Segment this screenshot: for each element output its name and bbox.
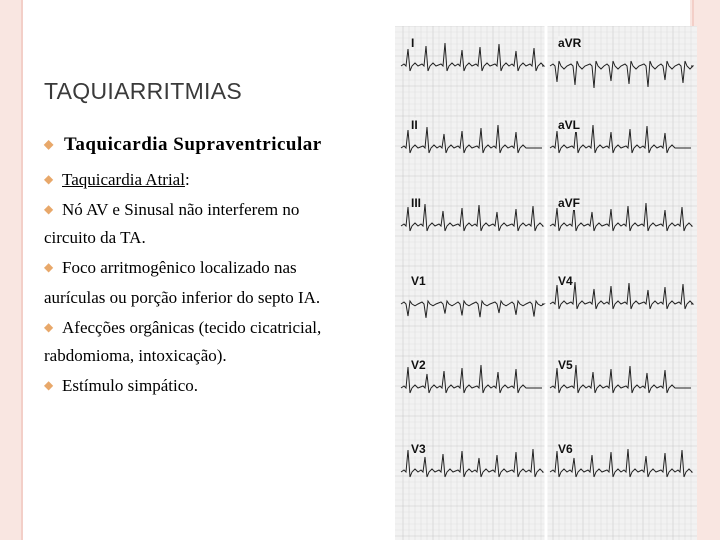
left-decorative-line (21, 0, 23, 540)
bullet-item (44, 376, 198, 396)
bullet-continuation: aurículas ou porção inferior do septo IA. (44, 288, 321, 307)
ecg-lead-label: aVL (558, 118, 581, 132)
left-decorative-band (0, 0, 21, 540)
bullet-text: Foco arritmogênico localizado nas (62, 258, 297, 277)
ecg-trace-avr (550, 61, 693, 88)
ecg-lead-label: I (411, 36, 415, 50)
bullet-text-underlined: Taquicardia Atrial (62, 170, 185, 189)
ecg-lead-label: aVR (558, 36, 582, 50)
ecg-trace-ii (401, 125, 542, 153)
diamond-bullet-icon: ◆ (44, 378, 54, 392)
heading-text: Taquicardia Supraventricular (64, 134, 322, 155)
diamond-bullet-icon: ◆ (44, 320, 54, 334)
bullet-text-suffix: : (184, 170, 190, 189)
ecg-lead-label: II (411, 118, 418, 132)
bullet-continuation: circuito da TA. (44, 228, 146, 247)
ecg-image (395, 26, 697, 540)
ecg-lead-label: V4 (558, 274, 573, 288)
slide-title: TAQUIARRITMIAS (44, 78, 243, 104)
ecg-tracing (395, 26, 697, 540)
ecg-lead-label: aVF (558, 196, 581, 210)
bullet-item (44, 318, 321, 338)
diamond-bullet-icon: ◆ (44, 137, 54, 151)
diamond-bullet-icon: ◆ (44, 172, 54, 186)
ecg-lead-label: III (411, 196, 422, 210)
ecg-trace-iii (401, 204, 543, 231)
ecg-trace-v1 (401, 301, 544, 318)
diamond-bullet-icon: ◆ (44, 260, 54, 274)
ecg-lead-label: V2 (411, 358, 426, 372)
bullet-item (44, 258, 297, 278)
bullet-continuation: rabdomioma, intoxicação). (44, 346, 227, 365)
bullet-text: Estímulo simpático. (62, 376, 198, 395)
ecg-trace-i (401, 43, 544, 71)
ecg-lead-label: V3 (411, 442, 426, 456)
diamond-bullet-icon: ◆ (44, 202, 54, 216)
ecg-lead-label: V5 (558, 358, 573, 372)
heading-bullet (44, 134, 322, 156)
bullet-item (44, 200, 299, 220)
bullet-text: Nó AV e Sinusal não interferem no (62, 200, 300, 219)
ecg-lead-label: V1 (411, 274, 426, 288)
bullet-text: Afecções orgânicas (tecido cicatricial, (62, 318, 322, 337)
ecg-lead-label: V6 (558, 442, 573, 456)
bullet-item (44, 170, 190, 190)
